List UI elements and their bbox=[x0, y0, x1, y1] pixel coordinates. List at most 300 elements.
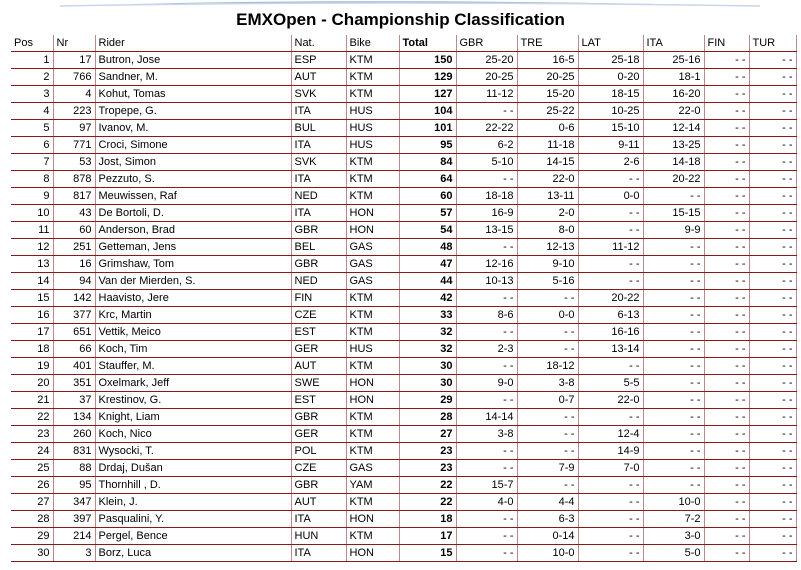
cell-nat: AUT bbox=[291, 69, 346, 86]
cell-tur: - - bbox=[749, 137, 796, 154]
cell-tur: - - bbox=[749, 154, 796, 171]
cell-lat: - - bbox=[578, 358, 643, 375]
cell-tre: 16-5 bbox=[517, 52, 578, 69]
cell-fin: - - bbox=[704, 205, 749, 222]
cell-total: 150 bbox=[399, 52, 456, 69]
cell-rider: Klein, J. bbox=[95, 494, 291, 511]
table-row bbox=[11, 341, 796, 358]
table-row bbox=[11, 188, 796, 205]
table-row bbox=[11, 426, 796, 443]
cell-total: 17 bbox=[399, 528, 456, 545]
cell-bike: HON bbox=[346, 205, 399, 222]
cell-tre: - - bbox=[517, 290, 578, 307]
cell-rider: Krestinov, G. bbox=[95, 392, 291, 409]
cell-gbr: 18-18 bbox=[456, 188, 517, 205]
cell-nat: BUL bbox=[291, 120, 346, 137]
cell-ita: - - bbox=[643, 290, 704, 307]
cell-nat: BEL bbox=[291, 239, 346, 256]
cell-pos: 4 bbox=[11, 103, 53, 120]
cell-nr: 97 bbox=[53, 120, 95, 137]
cell-pos: 28 bbox=[11, 511, 53, 528]
cell-tur: - - bbox=[749, 86, 796, 103]
cell-rider: Drdaj, Dušan bbox=[95, 460, 291, 477]
cell-nr: 94 bbox=[53, 273, 95, 290]
cell-lat: 18-15 bbox=[578, 86, 643, 103]
cell-fin: - - bbox=[704, 256, 749, 273]
cell-gbr: 16-9 bbox=[456, 205, 517, 222]
cell-ita: 5-0 bbox=[643, 545, 704, 562]
cell-pos: 9 bbox=[11, 188, 53, 205]
table-row bbox=[11, 103, 796, 120]
cell-lat: - - bbox=[578, 528, 643, 545]
cell-gbr: - - bbox=[456, 460, 517, 477]
cell-pos: 10 bbox=[11, 205, 53, 222]
cell-gbr: 4-0 bbox=[456, 494, 517, 511]
cell-rider: De Bortoli, D. bbox=[95, 205, 291, 222]
cell-nr: 3 bbox=[53, 545, 95, 562]
cell-gbr: 15-7 bbox=[456, 477, 517, 494]
cell-lat: 16-16 bbox=[578, 324, 643, 341]
cell-fin: - - bbox=[704, 307, 749, 324]
cell-rider: Oxelmark, Jeff bbox=[95, 375, 291, 392]
cell-nr: 878 bbox=[53, 171, 95, 188]
table-row bbox=[11, 460, 796, 477]
cell-nr: 88 bbox=[53, 460, 95, 477]
cell-total: 101 bbox=[399, 120, 456, 137]
cell-pos: 20 bbox=[11, 375, 53, 392]
cell-total: 127 bbox=[399, 86, 456, 103]
table-row bbox=[11, 494, 796, 511]
cell-tre: 0-0 bbox=[517, 307, 578, 324]
cell-fin: - - bbox=[704, 392, 749, 409]
cell-rider: Vettik, Meico bbox=[95, 324, 291, 341]
cell-total: 84 bbox=[399, 154, 456, 171]
cell-bike: HON bbox=[346, 511, 399, 528]
cell-tur: - - bbox=[749, 273, 796, 290]
cell-nat: ITA bbox=[291, 545, 346, 562]
cell-bike: KTM bbox=[346, 494, 399, 511]
cell-total: 15 bbox=[399, 545, 456, 562]
cell-bike: KTM bbox=[346, 52, 399, 69]
cell-total: 28 bbox=[399, 409, 456, 426]
cell-bike: GAS bbox=[346, 460, 399, 477]
cell-lat: 15-10 bbox=[578, 120, 643, 137]
cell-nat: CZE bbox=[291, 307, 346, 324]
cell-gbr: 3-8 bbox=[456, 426, 517, 443]
cell-tre: 6-3 bbox=[517, 511, 578, 528]
cell-lat: 10-25 bbox=[578, 103, 643, 120]
cell-lat: 22-0 bbox=[578, 392, 643, 409]
cell-total: 42 bbox=[399, 290, 456, 307]
cell-total: 27 bbox=[399, 426, 456, 443]
cell-bike: HUS bbox=[346, 103, 399, 120]
cell-rider: Meuwissen, Raf bbox=[95, 188, 291, 205]
cell-tre: 0-6 bbox=[517, 120, 578, 137]
cell-nat: GBR bbox=[291, 409, 346, 426]
cell-fin: - - bbox=[704, 358, 749, 375]
cell-fin: - - bbox=[704, 409, 749, 426]
cell-rider: Butron, Jose bbox=[95, 52, 291, 69]
cell-gbr: 6-2 bbox=[456, 137, 517, 154]
cell-rider: Getteman, Jens bbox=[95, 239, 291, 256]
table-row bbox=[11, 443, 796, 460]
cell-fin: - - bbox=[704, 222, 749, 239]
cell-bike: KTM bbox=[346, 307, 399, 324]
cell-ita: 3-0 bbox=[643, 528, 704, 545]
cell-nr: 142 bbox=[53, 290, 95, 307]
cell-lat: 0-20 bbox=[578, 69, 643, 86]
cell-rider: Anderson, Brad bbox=[95, 222, 291, 239]
cell-tur: - - bbox=[749, 52, 796, 69]
cell-ita: 20-22 bbox=[643, 171, 704, 188]
cell-tre: 5-16 bbox=[517, 273, 578, 290]
cell-gbr: 10-13 bbox=[456, 273, 517, 290]
cell-nr: 651 bbox=[53, 324, 95, 341]
cell-bike: KTM bbox=[346, 69, 399, 86]
column-header-tur: TUR bbox=[749, 35, 796, 52]
cell-total: 129 bbox=[399, 69, 456, 86]
cell-bike: KTM bbox=[346, 324, 399, 341]
cell-pos: 7 bbox=[11, 154, 53, 171]
cell-bike: HUS bbox=[346, 137, 399, 154]
cell-lat: - - bbox=[578, 205, 643, 222]
cell-nat: ITA bbox=[291, 103, 346, 120]
cell-lat: 0-0 bbox=[578, 188, 643, 205]
cell-lat: - - bbox=[578, 545, 643, 562]
cell-tur: - - bbox=[749, 375, 796, 392]
cell-nr: 223 bbox=[53, 103, 95, 120]
cell-rider: Wysocki, T. bbox=[95, 443, 291, 460]
cell-rider: Van der Mierden, S. bbox=[95, 273, 291, 290]
cell-nr: 214 bbox=[53, 528, 95, 545]
cell-nr: 377 bbox=[53, 307, 95, 324]
cell-nr: 53 bbox=[53, 154, 95, 171]
table-row bbox=[11, 171, 796, 188]
cell-tur: - - bbox=[749, 120, 796, 137]
cell-gbr: - - bbox=[456, 103, 517, 120]
cell-nat: ITA bbox=[291, 205, 346, 222]
cell-nat: AUT bbox=[291, 358, 346, 375]
cell-tur: - - bbox=[749, 409, 796, 426]
cell-tre: 22-0 bbox=[517, 171, 578, 188]
cell-tre: 8-0 bbox=[517, 222, 578, 239]
cell-ita: 15-15 bbox=[643, 205, 704, 222]
cell-fin: - - bbox=[704, 69, 749, 86]
table-row bbox=[11, 222, 796, 239]
cell-ita: - - bbox=[643, 341, 704, 358]
cell-bike: HON bbox=[346, 392, 399, 409]
cell-lat: - - bbox=[578, 477, 643, 494]
cell-nat: AUT bbox=[291, 494, 346, 511]
cell-tur: - - bbox=[749, 256, 796, 273]
cell-total: 104 bbox=[399, 103, 456, 120]
cell-nat: NED bbox=[291, 273, 346, 290]
cell-nat: POL bbox=[291, 443, 346, 460]
cell-nat: SWE bbox=[291, 375, 346, 392]
cell-nat: GBR bbox=[291, 477, 346, 494]
cell-fin: - - bbox=[704, 137, 749, 154]
table-row bbox=[11, 256, 796, 273]
cell-bike: KTM bbox=[346, 154, 399, 171]
cell-ita: 7-2 bbox=[643, 511, 704, 528]
cell-lat: 9-11 bbox=[578, 137, 643, 154]
table-row bbox=[11, 120, 796, 137]
cell-nat: ITA bbox=[291, 171, 346, 188]
cell-nr: 134 bbox=[53, 409, 95, 426]
cell-pos: 29 bbox=[11, 528, 53, 545]
cell-rider: Koch, Tim bbox=[95, 341, 291, 358]
cell-tur: - - bbox=[749, 205, 796, 222]
cell-tre: - - bbox=[517, 477, 578, 494]
cell-nat: ITA bbox=[291, 137, 346, 154]
cell-bike: HUS bbox=[346, 120, 399, 137]
column-header-fin: FIN bbox=[704, 35, 749, 52]
cell-tre: - - bbox=[517, 324, 578, 341]
cell-ita: - - bbox=[643, 426, 704, 443]
table-row bbox=[11, 392, 796, 409]
cell-gbr: - - bbox=[456, 392, 517, 409]
cell-tre: - - bbox=[517, 341, 578, 358]
cell-tre: 12-13 bbox=[517, 239, 578, 256]
cell-total: 64 bbox=[399, 171, 456, 188]
cell-total: 22 bbox=[399, 494, 456, 511]
cell-gbr: - - bbox=[456, 511, 517, 528]
cell-ita: 13-25 bbox=[643, 137, 704, 154]
cell-tre: 25-22 bbox=[517, 103, 578, 120]
cell-nat: ESP bbox=[291, 52, 346, 69]
cell-lat: - - bbox=[578, 511, 643, 528]
cell-fin: - - bbox=[704, 86, 749, 103]
cell-tre: - - bbox=[517, 443, 578, 460]
cell-fin: - - bbox=[704, 103, 749, 120]
cell-bike: HUS bbox=[346, 341, 399, 358]
cell-fin: - - bbox=[704, 545, 749, 562]
cell-nr: 66 bbox=[53, 341, 95, 358]
cell-gbr: 9-0 bbox=[456, 375, 517, 392]
cell-nr: 397 bbox=[53, 511, 95, 528]
cell-nr: 401 bbox=[53, 358, 95, 375]
cell-pos: 12 bbox=[11, 239, 53, 256]
cell-rider: Ivanov, M. bbox=[95, 120, 291, 137]
column-header-total: Total bbox=[399, 35, 456, 52]
cell-gbr: 25-20 bbox=[456, 52, 517, 69]
cell-tre: 20-25 bbox=[517, 69, 578, 86]
cell-bike: KTM bbox=[346, 528, 399, 545]
cell-fin: - - bbox=[704, 120, 749, 137]
cell-ita: 22-0 bbox=[643, 103, 704, 120]
cell-bike: HON bbox=[346, 545, 399, 562]
cell-pos: 15 bbox=[11, 290, 53, 307]
cell-total: 32 bbox=[399, 341, 456, 358]
cell-pos: 13 bbox=[11, 256, 53, 273]
cell-fin: - - bbox=[704, 188, 749, 205]
table-row bbox=[11, 69, 796, 86]
cell-tre: - - bbox=[517, 426, 578, 443]
cell-gbr: 11-12 bbox=[456, 86, 517, 103]
cell-tur: - - bbox=[749, 324, 796, 341]
column-header-nat: Nat. bbox=[291, 35, 346, 52]
table-row bbox=[11, 86, 796, 103]
cell-total: 18 bbox=[399, 511, 456, 528]
cell-gbr: 22-22 bbox=[456, 120, 517, 137]
cell-tre: 4-4 bbox=[517, 494, 578, 511]
cell-pos: 1 bbox=[11, 52, 53, 69]
cell-total: 44 bbox=[399, 273, 456, 290]
table-row bbox=[11, 375, 796, 392]
cell-lat: - - bbox=[578, 171, 643, 188]
cell-bike: KTM bbox=[346, 358, 399, 375]
table-row bbox=[11, 137, 796, 154]
cell-rider: Pergel, Bence bbox=[95, 528, 291, 545]
cell-nat: GER bbox=[291, 426, 346, 443]
cell-nat: EST bbox=[291, 324, 346, 341]
cell-tur: - - bbox=[749, 426, 796, 443]
cell-tre: 15-20 bbox=[517, 86, 578, 103]
cell-pos: 6 bbox=[11, 137, 53, 154]
cell-tur: - - bbox=[749, 103, 796, 120]
cell-gbr: - - bbox=[456, 545, 517, 562]
cell-nat: ITA bbox=[291, 511, 346, 528]
cell-ita: - - bbox=[643, 375, 704, 392]
cell-pos: 11 bbox=[11, 222, 53, 239]
cell-fin: - - bbox=[704, 290, 749, 307]
cell-fin: - - bbox=[704, 324, 749, 341]
cell-bike: GAS bbox=[346, 273, 399, 290]
table-header-row bbox=[11, 35, 796, 52]
cell-fin: - - bbox=[704, 426, 749, 443]
cell-total: 57 bbox=[399, 205, 456, 222]
cell-nr: 17 bbox=[53, 52, 95, 69]
cell-nr: 831 bbox=[53, 443, 95, 460]
cell-gbr: 5-10 bbox=[456, 154, 517, 171]
cell-fin: - - bbox=[704, 341, 749, 358]
cell-pos: 17 bbox=[11, 324, 53, 341]
cell-bike: KTM bbox=[346, 409, 399, 426]
cell-nr: 771 bbox=[53, 137, 95, 154]
cell-nat: SVK bbox=[291, 154, 346, 171]
cell-ita: 9-9 bbox=[643, 222, 704, 239]
cell-fin: - - bbox=[704, 239, 749, 256]
table-row bbox=[11, 409, 796, 426]
cell-total: 48 bbox=[399, 239, 456, 256]
column-header-bike: Bike bbox=[346, 35, 399, 52]
cell-bike: HON bbox=[346, 375, 399, 392]
cell-fin: - - bbox=[704, 494, 749, 511]
cell-pos: 14 bbox=[11, 273, 53, 290]
cell-tre: 11-18 bbox=[517, 137, 578, 154]
cell-ita: - - bbox=[643, 273, 704, 290]
cell-lat: 12-4 bbox=[578, 426, 643, 443]
cell-bike: KTM bbox=[346, 443, 399, 460]
column-header-ita: ITA bbox=[643, 35, 704, 52]
cell-nr: 817 bbox=[53, 188, 95, 205]
cell-bike: KTM bbox=[346, 86, 399, 103]
cell-rider: Pezzuto, S. bbox=[95, 171, 291, 188]
cell-total: 29 bbox=[399, 392, 456, 409]
cell-ita: - - bbox=[643, 443, 704, 460]
cell-nr: 60 bbox=[53, 222, 95, 239]
table-row bbox=[11, 239, 796, 256]
cell-ita: - - bbox=[643, 307, 704, 324]
cell-ita: 10-0 bbox=[643, 494, 704, 511]
cell-bike: GAS bbox=[346, 239, 399, 256]
cell-ita: - - bbox=[643, 256, 704, 273]
cell-gbr: 12-16 bbox=[456, 256, 517, 273]
cell-total: 54 bbox=[399, 222, 456, 239]
cell-rider: Tropepe, G. bbox=[95, 103, 291, 120]
cell-tur: - - bbox=[749, 290, 796, 307]
cell-tur: - - bbox=[749, 545, 796, 562]
cell-pos: 5 bbox=[11, 120, 53, 137]
cell-fin: - - bbox=[704, 375, 749, 392]
header-swoosh-decoration bbox=[0, 0, 801, 10]
cell-fin: - - bbox=[704, 52, 749, 69]
column-header-rider: Rider bbox=[95, 35, 291, 52]
cell-total: 30 bbox=[399, 375, 456, 392]
cell-rider: Haavisto, Jere bbox=[95, 290, 291, 307]
cell-fin: - - bbox=[704, 511, 749, 528]
cell-tur: - - bbox=[749, 477, 796, 494]
cell-tur: - - bbox=[749, 239, 796, 256]
cell-total: 23 bbox=[399, 443, 456, 460]
cell-tre: 13-11 bbox=[517, 188, 578, 205]
column-header-lat: LAT bbox=[578, 35, 643, 52]
cell-fin: - - bbox=[704, 154, 749, 171]
cell-ita: - - bbox=[643, 460, 704, 477]
cell-pos: 21 bbox=[11, 392, 53, 409]
cell-bike: KTM bbox=[346, 188, 399, 205]
cell-bike: HON bbox=[346, 222, 399, 239]
cell-lat: 14-9 bbox=[578, 443, 643, 460]
table-row bbox=[11, 528, 796, 545]
cell-fin: - - bbox=[704, 477, 749, 494]
cell-lat: 2-6 bbox=[578, 154, 643, 171]
column-header-tre: TRE bbox=[517, 35, 578, 52]
cell-bike: KTM bbox=[346, 290, 399, 307]
cell-nr: 260 bbox=[53, 426, 95, 443]
cell-gbr: - - bbox=[456, 443, 517, 460]
cell-rider: Stauffer, M. bbox=[95, 358, 291, 375]
column-header-nr: Nr bbox=[53, 35, 95, 52]
cell-tur: - - bbox=[749, 307, 796, 324]
cell-tre: 3-8 bbox=[517, 375, 578, 392]
cell-tur: - - bbox=[749, 494, 796, 511]
cell-gbr: 14-14 bbox=[456, 409, 517, 426]
cell-lat: 5-5 bbox=[578, 375, 643, 392]
cell-bike: KTM bbox=[346, 426, 399, 443]
cell-ita: - - bbox=[643, 392, 704, 409]
cell-tre: 14-15 bbox=[517, 154, 578, 171]
cell-tre: 10-0 bbox=[517, 545, 578, 562]
cell-fin: - - bbox=[704, 528, 749, 545]
cell-rider: Knight, Liam bbox=[95, 409, 291, 426]
cell-nr: 4 bbox=[53, 86, 95, 103]
cell-tre: 2-0 bbox=[517, 205, 578, 222]
cell-nr: 766 bbox=[53, 69, 95, 86]
table-row bbox=[11, 511, 796, 528]
cell-total: 23 bbox=[399, 460, 456, 477]
cell-tur: - - bbox=[749, 358, 796, 375]
cell-tre: 7-9 bbox=[517, 460, 578, 477]
cell-ita: - - bbox=[643, 477, 704, 494]
cell-pos: 27 bbox=[11, 494, 53, 511]
cell-lat: 13-14 bbox=[578, 341, 643, 358]
column-header-pos: Pos bbox=[11, 35, 53, 52]
cell-rider: Pasqualini, Y. bbox=[95, 511, 291, 528]
table-row bbox=[11, 324, 796, 341]
cell-total: 95 bbox=[399, 137, 456, 154]
cell-fin: - - bbox=[704, 443, 749, 460]
